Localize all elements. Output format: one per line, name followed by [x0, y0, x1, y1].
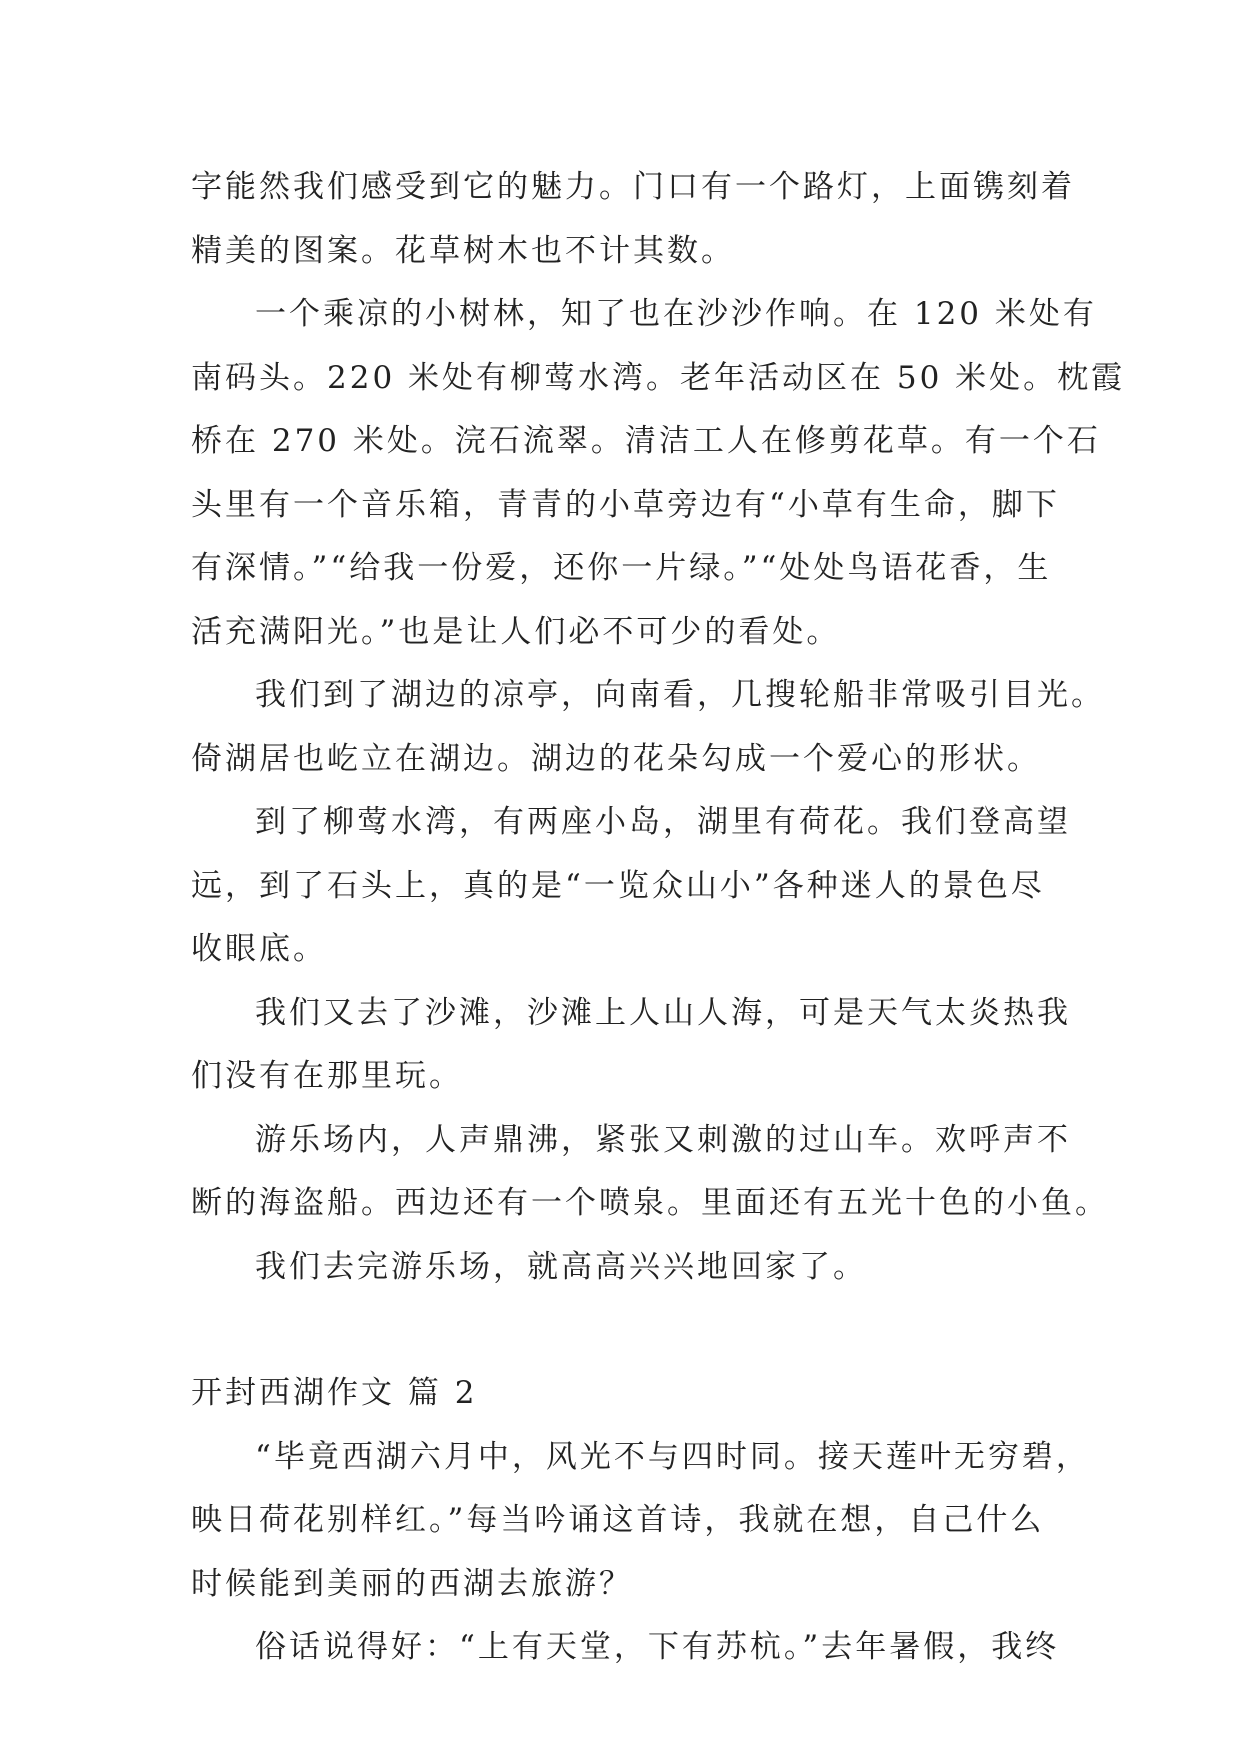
paragraph-line: 有深情。”“给我一份爱，还你一片绿。”“处处鸟语花香，生	[191, 550, 1052, 586]
paragraph-line: 精美的图案。花草树木也不计其数。	[191, 232, 735, 269]
paragraph-line: 远，到了石头上，真的是“一览众山小”各种迷人的景色尽	[191, 867, 1045, 904]
paragraph-line: 到了柳莺水湾，有两座小岛，湖里有荷花。我们登高望	[255, 804, 1071, 840]
paragraph-line: 游乐场内，人声鼎沸，紧张又刺激的过山车。欢呼声不	[255, 1121, 1071, 1158]
paragraph-line: 桥在 270 米处。浣石流翠。清洁工人在修剪花草。有一个石	[191, 423, 1101, 459]
paragraph-line: 时候能到美丽的西湖去旅游？	[191, 1565, 633, 1602]
section-spacer	[191, 1299, 1051, 1362]
paragraph-line: 倚湖居也屹立在湖边。湖边的花朵勾成一个爱心的形状。	[191, 740, 1041, 777]
paragraph-line: 我们到了湖边的凉亭，向南看，几搜轮船非常吸引目光。	[255, 677, 1105, 713]
paragraph-line: 俗话说得好：“上有天堂，下有苏杭。”去年暑假，我终	[255, 1629, 1060, 1665]
paragraph-line: 一个乘凉的小树林，知了也在沙沙作响。在 120 米处有	[255, 296, 1097, 332]
paragraph-line: 头里有一个音乐箱，青青的小草旁边有“小草有生命，脚下	[191, 486, 1060, 523]
paragraph-line: 活充满阳光。”也是让人们必不可少的看处。	[191, 613, 841, 650]
paragraph-line: 南码头。220 米处有柳莺水湾。老年活动区在 50 米处。枕霞	[191, 359, 1126, 396]
section-heading: 开封西湖作文 篇 2	[191, 1375, 478, 1411]
paragraph-line: “毕竟西湖六月中，风光不与四时同。接天莲叶无穷碧，	[255, 1438, 1090, 1475]
paragraph-line: 映日荷花别样红。”每当吟诵这首诗，我就在想，自己什么	[191, 1502, 1045, 1538]
document-body	[191, 156, 1126, 1680]
paragraph-line: 们没有在那里玩。	[191, 1058, 463, 1094]
paragraph-line: 我们又去了沙滩，沙滩上人山人海，可是天气太炎热我	[255, 994, 1071, 1031]
paragraph-line: 断的海盗船。西边还有一个喷泉。里面还有五光十色的小鱼。	[191, 1185, 1109, 1221]
paragraph-line: 收眼底。	[191, 931, 327, 967]
paragraph-line: 我们去完游乐场，就高高兴兴地回家了。	[255, 1248, 867, 1285]
paragraph-line: 字能然我们感受到它的魅力。门口有一个路灯，上面镌刻着	[191, 169, 1075, 205]
